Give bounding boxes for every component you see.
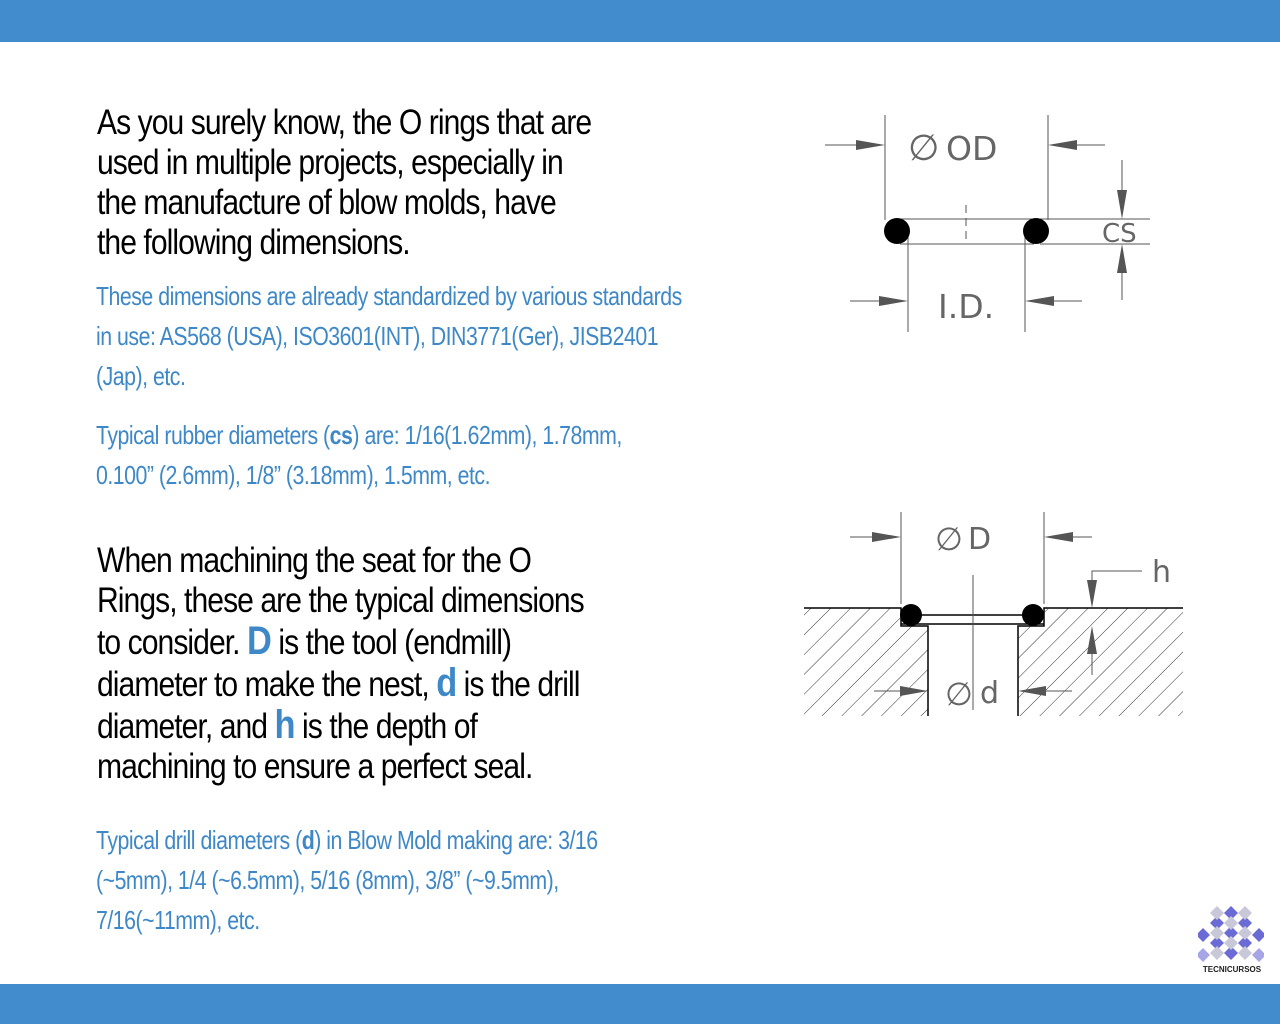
machining-text-1: When machining the seat for the O Rings, these are the typical dimensions to consider.	[97, 541, 584, 662]
footer-bar	[0, 984, 1280, 1024]
intro-paragraph: As you surely know, the O rings that are used in multiple projects, especially in the manufacture of blow molds, have the following dimensions.	[97, 103, 592, 262]
standards-note: These dimensions are already standardized by various standards in use: AS568 (USA), ISO3601(INT), DIN3771(Ger), JISB2401 (Jap), etc.	[96, 281, 682, 391]
d-symbol: d	[436, 661, 457, 705]
od-label: OD	[946, 129, 998, 168]
od-diameter-symbol: ∅	[908, 128, 940, 169]
machining-paragraph	[97, 541, 584, 787]
D-label: D	[968, 522, 992, 557]
seat-machining-diagram	[800, 500, 1184, 720]
header-bar	[0, 0, 1280, 42]
cs-symbol: cs	[329, 420, 353, 450]
d-drill-symbol: d	[301, 825, 315, 855]
h-label: h	[1152, 555, 1172, 590]
drill-diameters-note	[96, 820, 598, 940]
drill-diameters-text-end: ) in Blow Mold making are: 3/16 (~5mm), 1/4 (~6.5mm), 5/16 (8mm), 3/8” (~9.5mm), 7/16(~11mm), etc.	[96, 825, 598, 935]
cs-label: CS	[1102, 219, 1137, 249]
machining-text-2: is the tool (endmill) diameter to make the nest,	[97, 623, 512, 704]
logo-text: TECNICURSOS	[1202, 965, 1262, 974]
d-label: d	[980, 676, 1000, 711]
D-symbol: D	[247, 619, 271, 663]
h-symbol: h	[274, 703, 295, 747]
machining-text-4: is the depth of machining to ensure a perfect seal.	[97, 707, 533, 786]
D-diameter-symbol: ∅	[935, 520, 963, 558]
d-diameter-symbol: ∅	[945, 675, 973, 713]
machining-text-3: is the drill diameter, and	[97, 665, 580, 746]
rubber-diameters-text-end: ) are: 1/16(1.62mm), 1.78mm, 0.100” (2.6mm), 1/8” (3.18mm), 1.5mm, etc.	[96, 420, 622, 490]
oring-dimension-diagram	[800, 100, 1180, 350]
rubber-diameters-text-start: Typical rubber diameters (	[96, 420, 330, 450]
drill-diameters-text-start: Typical drill diameters (	[96, 825, 302, 855]
id-label: I.D.	[938, 287, 995, 326]
rubber-diameters-note	[96, 415, 622, 495]
